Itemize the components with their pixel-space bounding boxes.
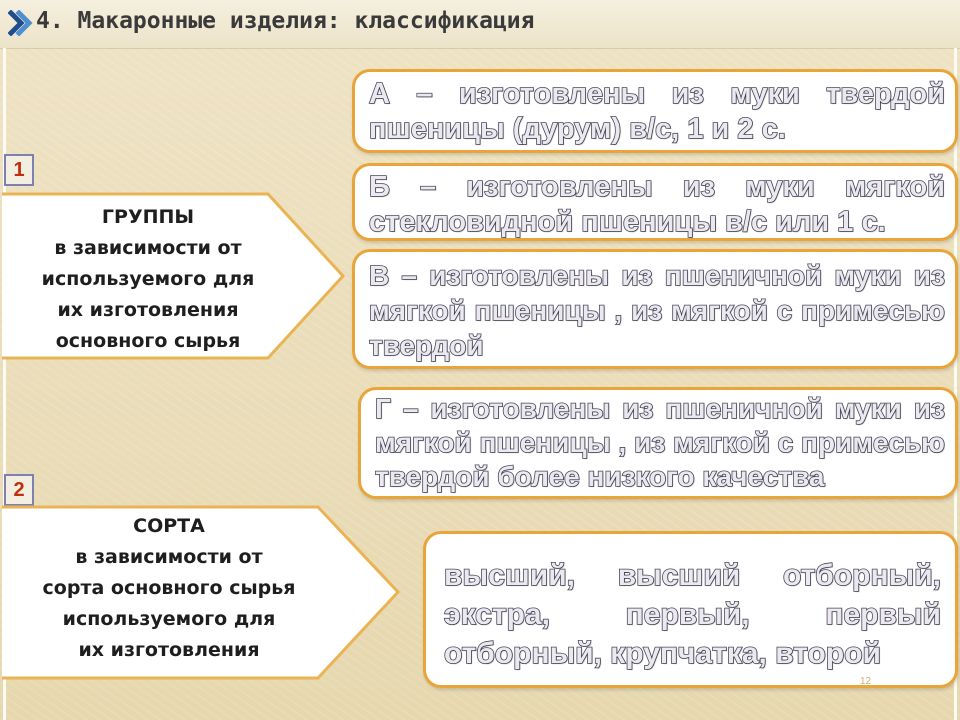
card-line xyxy=(369,293,945,328)
card-word: мягкой xyxy=(671,295,768,326)
card-word: – xyxy=(401,260,418,291)
card-word: Г xyxy=(375,393,391,424)
card-word: пшеницы xyxy=(479,427,611,458)
card-word: – xyxy=(419,171,437,203)
card-word: из xyxy=(631,295,663,326)
card-word: примесью xyxy=(801,427,945,458)
card-word: изготовлены xyxy=(430,393,611,424)
sort-number-badge: 2 xyxy=(4,474,34,506)
card-line xyxy=(375,460,945,494)
card-word: экстра, xyxy=(444,598,550,631)
card-word: из xyxy=(913,260,945,291)
groups-line: используемого для xyxy=(41,268,255,290)
card-word: изготовлены xyxy=(429,260,610,291)
groups-arrow xyxy=(0,192,348,360)
card-word: А xyxy=(369,78,390,110)
card-line xyxy=(444,634,941,673)
card-word: муки xyxy=(834,260,902,291)
card-word: В xyxy=(369,260,390,291)
card-word: с xyxy=(776,295,793,326)
card-word: твердой xyxy=(826,78,945,110)
card-word: муки xyxy=(730,78,800,110)
card-group-a xyxy=(352,69,958,153)
sorts-line: в зависимости от xyxy=(75,546,263,568)
card-word: пшеничной xyxy=(665,393,823,424)
card-word: мягкой xyxy=(375,427,472,458)
card-line xyxy=(375,392,945,426)
sorts-line: используемого для xyxy=(62,608,276,630)
groups-line: их изготовления xyxy=(57,299,239,321)
card-word: стекловидной пшеницы в/с или 1 с. xyxy=(369,206,886,238)
card-group-b xyxy=(352,163,958,241)
sorts-line: сорта основного сырья xyxy=(42,577,296,599)
card-word: , xyxy=(618,427,627,458)
page-number: 12 xyxy=(860,676,872,687)
sorts-line: их изготовления xyxy=(78,639,260,661)
card-word: из xyxy=(622,393,654,424)
card-word: твердой более низкого качества xyxy=(375,461,825,492)
chevron-right-icon xyxy=(8,10,34,36)
card-word: муки xyxy=(745,171,815,203)
title-bar xyxy=(0,0,960,49)
card-word: из xyxy=(671,78,704,110)
card-line xyxy=(369,328,945,363)
card-word: из xyxy=(621,260,653,291)
card-word: из xyxy=(634,427,666,458)
card-word: пшеничной xyxy=(664,260,823,291)
card-word: мягкой xyxy=(673,427,770,458)
card-sorts xyxy=(423,531,958,688)
card-word: изготовлены xyxy=(458,78,646,110)
sorts-arrow xyxy=(0,505,402,680)
card-line xyxy=(369,258,945,293)
card-group-g xyxy=(358,387,958,499)
card-word: твердой xyxy=(369,330,484,361)
card-line xyxy=(369,205,945,240)
card-word: – xyxy=(416,78,433,110)
page-title: 4. Макаронные изделия: классификация xyxy=(36,8,535,34)
card-word: Б xyxy=(369,171,390,203)
card-word: пшеницы (дурум) в/с, 1 и 2 с. xyxy=(369,113,786,145)
card-line xyxy=(369,77,945,112)
sorts-heading: СОРТА xyxy=(133,515,205,537)
card-word: мягкой xyxy=(369,295,466,326)
card-word: примесью xyxy=(801,295,945,326)
card-word: с xyxy=(777,427,794,458)
card-word: пшеницы xyxy=(474,295,606,326)
card-word: высший, xyxy=(444,559,575,592)
card-line xyxy=(375,426,945,460)
sorts-text xyxy=(0,511,338,666)
card-word: из xyxy=(913,393,945,424)
card-word: из xyxy=(682,171,716,203)
card-word: , xyxy=(614,295,623,326)
card-word: высший xyxy=(617,559,741,592)
group-number-badge: 1 xyxy=(4,154,34,186)
card-line xyxy=(444,595,941,634)
groups-heading: ГРУППЫ xyxy=(101,206,195,228)
card-word: первый xyxy=(825,598,941,631)
groups-line: в зависимости от xyxy=(54,237,242,259)
card-word: муки xyxy=(834,393,902,424)
card-word: – xyxy=(402,393,419,424)
card-line xyxy=(369,112,945,147)
card-group-v xyxy=(352,249,958,369)
card-word: отборный, xyxy=(783,559,941,592)
card-line xyxy=(444,556,941,595)
card-line xyxy=(369,170,945,205)
card-word: мягкой xyxy=(844,171,945,203)
card-word: отборный, крупчатка, второй xyxy=(444,637,881,670)
groups-line: основного сырья xyxy=(55,330,241,352)
card-word: изготовлены xyxy=(466,171,653,203)
card-word: первый, xyxy=(625,598,750,631)
groups-text xyxy=(0,202,296,357)
